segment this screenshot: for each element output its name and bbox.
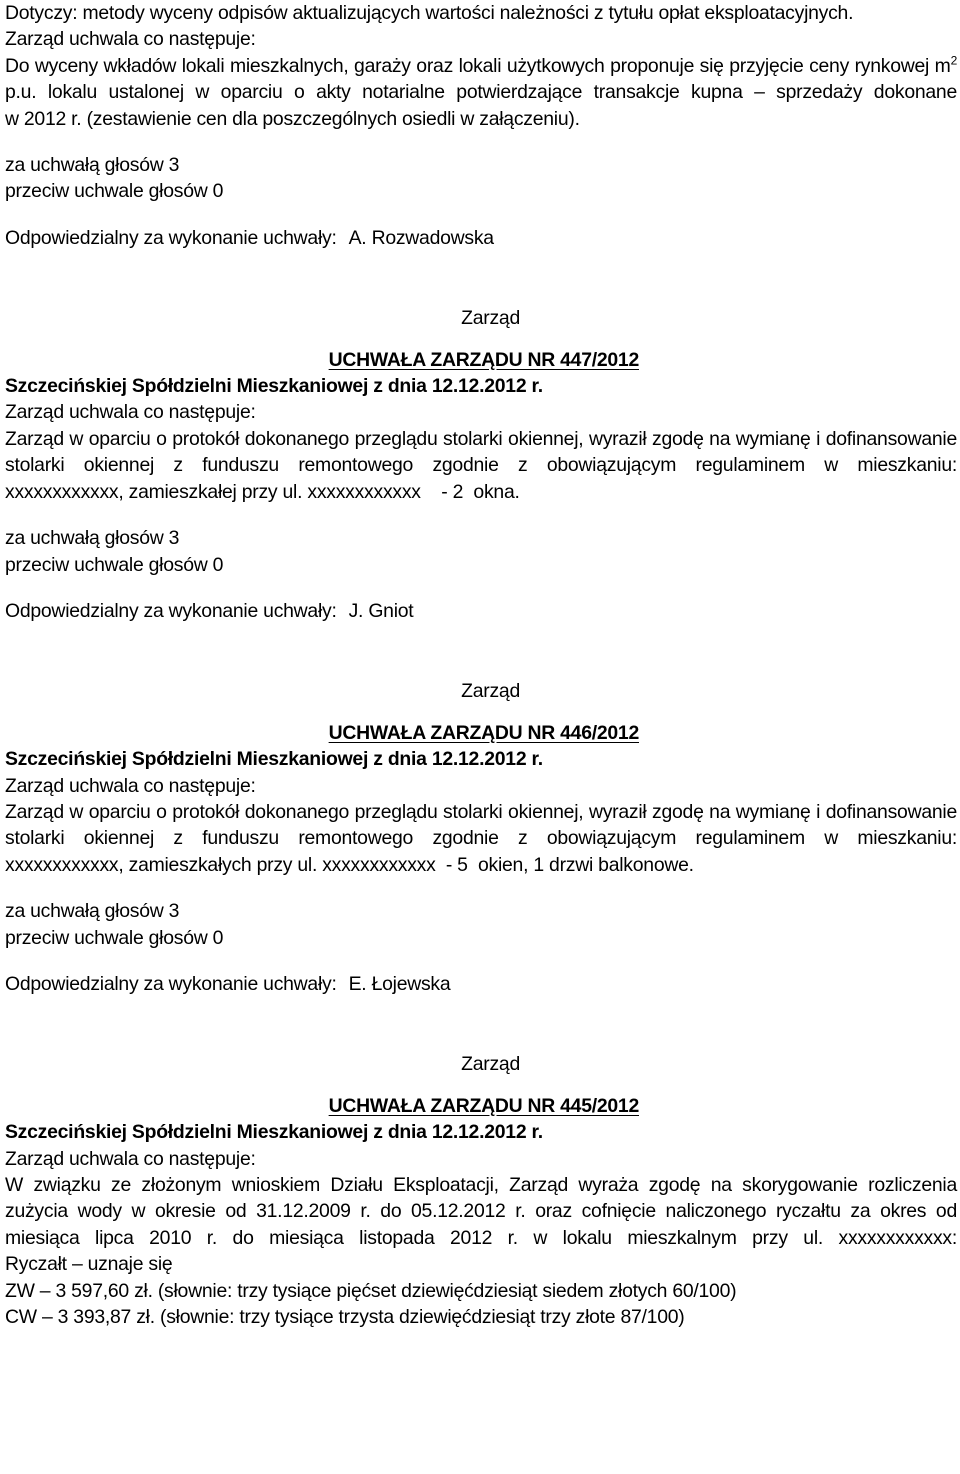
resolution-447 xyxy=(5,305,957,624)
resolves-line: Zarząd uchwala co następuje: xyxy=(5,1147,256,1170)
cooperative-line: Szczecińskiej Spółdzielni Mieszkaniowej z dnia 12.12.2012 r. xyxy=(5,375,543,398)
resolves-line: Zarząd uchwala co następuje: xyxy=(5,774,256,797)
responsible-line xyxy=(5,225,957,251)
resolution-title: UCHWAŁA ZARZĄDU NR 445/2012 xyxy=(328,1094,639,1117)
body-line-1: W związku ze złożonym wnioskiem Działu Eksploatacji, Zarząd wyraża zgodę na skorygowanie rozliczenia xyxy=(5,1174,957,1196)
body-line-2: stolarki okiennej z funduszu remontowego zgodnie z obowiązującym regulaminem w mieszkaniu: xyxy=(5,454,957,477)
resolves-line: Zarząd uchwala co następuje: xyxy=(5,401,256,424)
resolution-445 xyxy=(5,1051,957,1330)
body-line-2: zużycia wody w okresie od 31.12.2009 r. do 05.12.2012 r. oraz cofnięcie naliczonego ryczałtu za okres od xyxy=(5,1200,957,1223)
vote-for: za uchwałą głosów 3 xyxy=(5,154,180,177)
body-text-part1: Do wyceny wkładów lokali mieszkalnych, garaży oraz lokali użytkowych proponuje się przyjęcie ceny rynkowej m xyxy=(5,54,951,77)
responsible-line xyxy=(5,971,957,997)
cold-water-amount: ZW – 3 597,60 zł. (słownie: trzy tysiące pięćset dziewięćdziesiąt siedem złotych 60/100) xyxy=(5,1279,737,1302)
subject-line: Dotyczy: metody wyceny odpisów aktualizujących wartości należności z tytułu opłat eksploatacyjnych. xyxy=(5,2,854,24)
responsible-name: A. Rozwadowska xyxy=(348,226,494,249)
body-line-1: Zarząd w oparciu o protokół dokonanego przeglądu stolarki okiennej, wyraził zgodę na wymianę i dofinansowanie xyxy=(5,800,957,823)
lump-sum-line: Ryczałt – uznaje się xyxy=(5,1253,173,1276)
board-heading: Zarząd xyxy=(461,1053,520,1076)
responsible-label: Odpowiedzialny za wykonanie uchwały: xyxy=(5,972,337,995)
body-line-2: stolarki okiennej z funduszu remontowego zgodnie z obowiązującym regulaminem w mieszkaniu: xyxy=(5,827,957,850)
vote-against: przeciw uchwale głosów 0 xyxy=(5,180,224,203)
body-last-line: xxxxxxxxxxxx, zamieszkałej przy ul. xxxxxxxxxxxx - 2 okna. xyxy=(5,480,520,503)
resolution-title: UCHWAŁA ZARZĄDU NR 446/2012 xyxy=(328,721,639,744)
superscript: 2 xyxy=(950,53,957,68)
responsible-line xyxy=(5,598,957,624)
body-line-1: Zarząd w oparciu o protokół dokonanego przeglądu stolarki okiennej, wyraził zgodę na wymianę i dofinansowanie xyxy=(5,427,957,450)
resolution-title: UCHWAŁA ZARZĄDU NR 447/2012 xyxy=(328,348,639,371)
resolution-446 xyxy=(5,678,957,997)
hot-water-amount: CW – 3 393,87 zł. (słownie: trzy tysiące trzysta dziewięćdziesiąt trzy złote 87/100) xyxy=(5,1306,685,1329)
body-line-3: miesiąca lipca 2010 r. do miesiąca listopada 2012 r. w lokalu mieszkalnym przy ul. xxxxxxxxxxxx: xyxy=(5,1226,957,1249)
responsible-name: J. Gniot xyxy=(348,599,414,622)
body-last-line: w 2012 r. (zestawienie cen dla poszczególnych osiedli w załączeniu). xyxy=(5,107,580,130)
responsible-label: Odpowiedzialny za wykonanie uchwały: xyxy=(5,226,337,249)
responsible-label: Odpowiedzialny za wykonanie uchwały: xyxy=(5,599,337,622)
resolves-line: Zarząd uchwala co następuje: xyxy=(5,28,256,51)
board-heading: Zarząd xyxy=(461,680,520,703)
intro-resolution xyxy=(5,0,957,251)
cooperative-line: Szczecińskiej Spółdzielni Mieszkaniowej z dnia 12.12.2012 r. xyxy=(5,748,543,771)
body-paragraph xyxy=(5,53,957,106)
vote-against: przeciw uchwale głosów 0 xyxy=(5,926,224,949)
vote-for: za uchwałą głosów 3 xyxy=(5,900,180,923)
responsible-name: E. Łojewska xyxy=(348,972,451,995)
vote-against: przeciw uchwale głosów 0 xyxy=(5,553,224,576)
board-heading: Zarząd xyxy=(461,307,520,330)
vote-for: za uchwałą głosów 3 xyxy=(5,527,180,550)
body-text-part2: p.u. lokalu ustalonej w oparciu o akty notarialne potwierdzające transakcje kupna – sprzedaży dokonane xyxy=(5,81,957,104)
cooperative-line: Szczecińskiej Spółdzielni Mieszkaniowej z dnia 12.12.2012 r. xyxy=(5,1121,543,1144)
body-last-line: xxxxxxxxxxxx, zamieszkałych przy ul. xxxxxxxxxxxx - 5 okien, 1 drzwi balkonowe. xyxy=(5,853,694,876)
